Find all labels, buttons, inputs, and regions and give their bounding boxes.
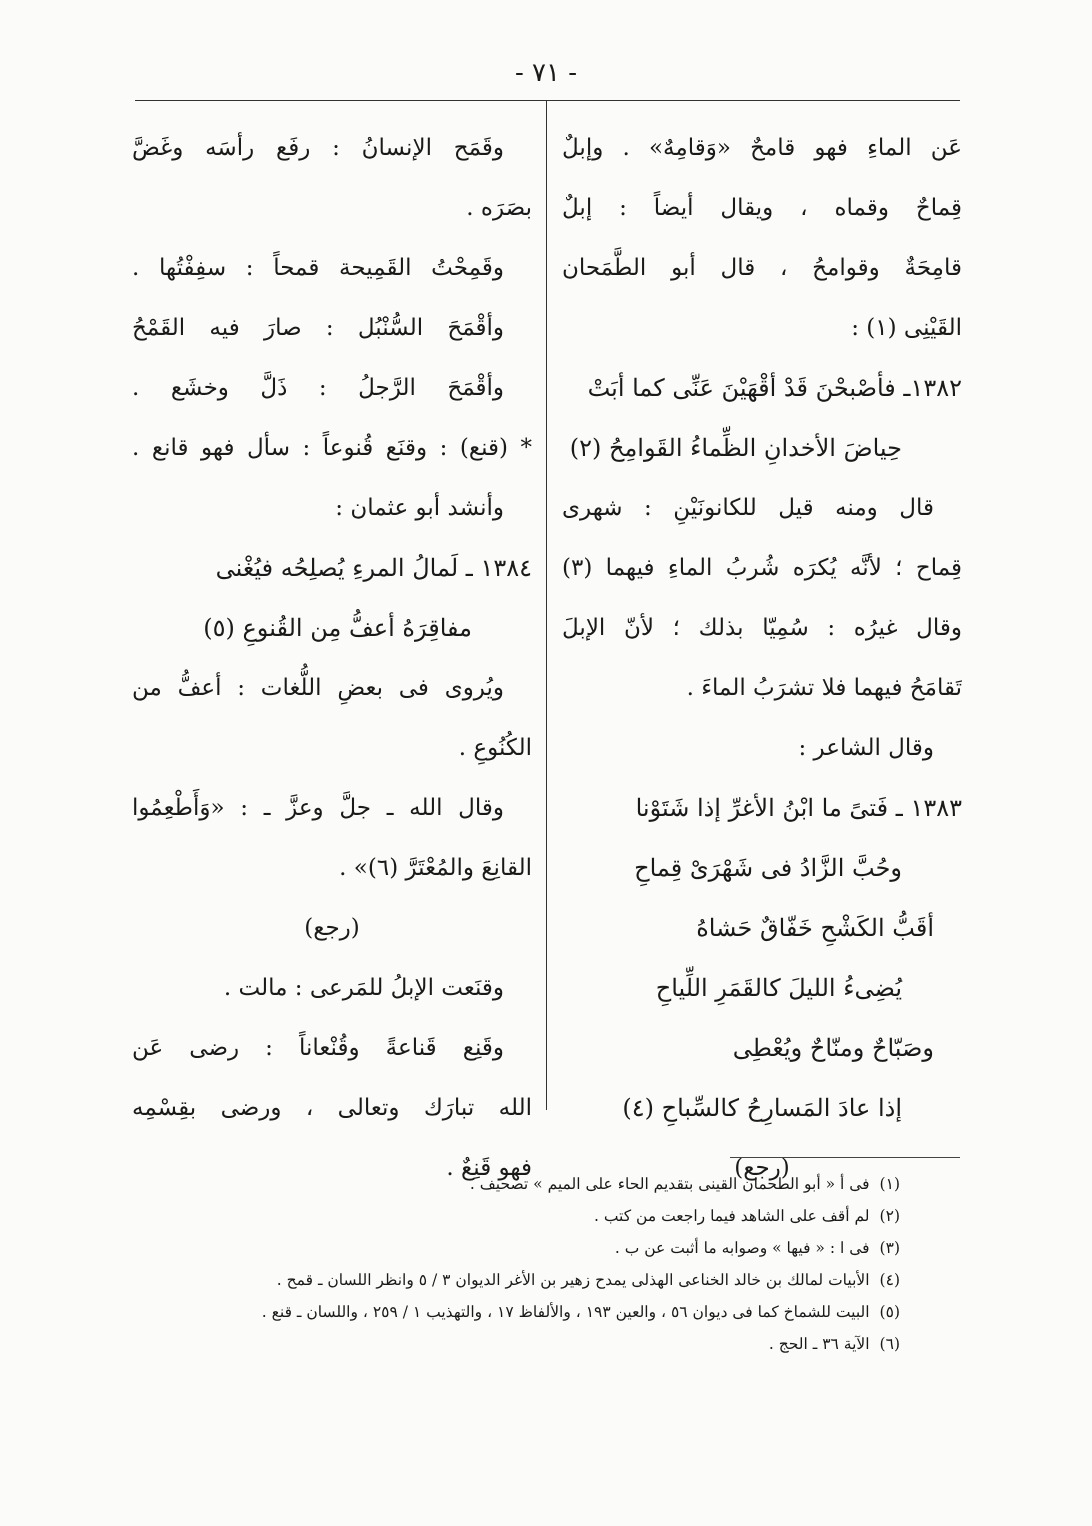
verse-line: يُضِىءُ الليلَ كالقَمَرِ اللِّياحِ bbox=[655, 974, 902, 1002]
right-column bbox=[562, 118, 962, 1198]
text-line: قامِحَةٌ وقوامحُ ، قال أبو الطَّمَحان bbox=[562, 255, 962, 281]
footnote-number: (٢) bbox=[879, 1207, 900, 1225]
text-line: وقال غيرُه : سُمِيّا بذلك ؛ لأنّ الإبلَ bbox=[562, 615, 962, 641]
verse-line: ١٣٨٢ـ فأصْبحْنَ قَدْ أقْهَيْنَ عَنِّى كما أبَتْ bbox=[587, 374, 962, 402]
footnote-number: (٦) bbox=[879, 1335, 900, 1353]
footnote bbox=[120, 1264, 900, 1296]
text-line: وأقْمَحَ الرَّجلُ : ذَلَّ وخشَع . bbox=[132, 375, 504, 401]
text-line: (رجع) bbox=[304, 915, 360, 941]
verse-line: ١٣٨٣ ـ فَتىً ما ابْنُ الأغرِّ إذا شَتَوْنا bbox=[635, 794, 962, 822]
verse-line: وحُبَّ الزَّادُ فى شَهْرَىْ قِماحِ bbox=[634, 854, 902, 882]
text-line: (رجع) bbox=[734, 1155, 790, 1181]
footnote-number: (٣) bbox=[879, 1239, 900, 1257]
text-line: وقَمَح الإنسانُ : رفَع رأسَه وغَضَّ bbox=[132, 135, 504, 161]
footnote bbox=[120, 1168, 900, 1200]
footnote-text: الأبيات لمالك بن خالد الخناعى الهذلى يمدح زهير بن الأغر الديوان ٣ / ٥ وانظر اللسان ـ قمح . bbox=[276, 1271, 870, 1289]
text-line: قِماحٌ وقماه ، ويقال أيضاً : إبلٌ bbox=[562, 195, 962, 221]
footnote-text: الآية ٣٦ ـ الحج . bbox=[768, 1335, 870, 1353]
text-line: وأقْمَحَ السُّنْبُل : صارَ فيه القَمْحُ bbox=[132, 315, 504, 341]
footnote bbox=[120, 1296, 900, 1328]
text-line: وقَمِحْتُ القَمِيحة قمحاً : سفِفْتُها . bbox=[132, 255, 504, 281]
page-number: - ٧١ - bbox=[514, 58, 578, 88]
text-line: وقنَعت الإبلُ للمَرعى : مالت . bbox=[223, 975, 504, 1001]
text-line: القانِعَ والمُعْتَرَّ (٦)» . bbox=[339, 855, 532, 881]
text-line: بصَرَه . bbox=[466, 195, 532, 221]
text-line: ويُروى فى بعضِ اللُّغات : أعفُّ من bbox=[132, 675, 504, 701]
column-divider bbox=[546, 100, 547, 1110]
footnote bbox=[120, 1328, 900, 1360]
text-line: فهو قَنِعٌ . bbox=[446, 1155, 532, 1181]
verse-line: حِياضَ الأخدانِ الظِّماءُ القَوامِحُ (٢) bbox=[569, 434, 902, 462]
text-line: وقال الشاعر : bbox=[798, 735, 934, 761]
text-line: تَقامَحُ فيهما فلا تشرَبُ الماءَ . bbox=[686, 675, 962, 701]
footnote-text: فى أ « أبو الطحمان القينى بتقديم الحاء على الميم » تصحيف . bbox=[469, 1175, 870, 1193]
footnote-text: البيت للشماخ كما فى ديوان ٥٦ ، والعين ١٩٣ ، والألفاظ ١٧ ، والتهذيب ١ / ٢٥٩ ، واللسان ـ قنع . bbox=[261, 1303, 870, 1321]
text-line: القَيْنِى (١) : bbox=[851, 315, 962, 341]
verse-line: وصَبّاحٌ ومنّاحٌ ويُعْطِى bbox=[732, 1034, 934, 1062]
text-line: قِماح ؛ لأنَّه يُكرَه شُربُ الماءِ فيهما (٣) bbox=[562, 555, 962, 581]
verse-line: ١٣٨٤ ـ لَمالُ المرءِ يُصلِحُه فيُغْنى bbox=[215, 554, 532, 582]
text-line: وقال الله ـ جلَّ وعزَّ ـ : «وَأَطْعِمُوا bbox=[132, 795, 504, 821]
text-line: وأنشد أبو عثمان : bbox=[335, 495, 504, 521]
text-line: قال ومنه قيل للكانونَيْنِ : شهرى bbox=[562, 495, 934, 521]
footnotes bbox=[120, 1168, 900, 1360]
text-line: الله تبارَك وتعالى ، ورضى بقِسْمِه bbox=[132, 1095, 532, 1121]
text-line: * (قنع) : وقنَع قُنوعاً : سأل فهو قانع . bbox=[132, 435, 532, 461]
text-line: وقَنِع قَناعةً وقُنْعاناً : رضى عَن bbox=[132, 1035, 504, 1061]
verse-line: أقَبُّ الكَشْحِ خَفّاقٌ حَشاهُ bbox=[696, 914, 934, 942]
footnote-number: (١) bbox=[879, 1175, 900, 1193]
verse-line: إذا عادَ المَسارِحُ كالسِّباحِ (٤) bbox=[622, 1094, 902, 1122]
footnote-rule bbox=[730, 1157, 960, 1158]
header-rule bbox=[135, 100, 960, 101]
footnote-number: (٤) bbox=[879, 1271, 900, 1289]
footnote-number: (٥) bbox=[879, 1303, 900, 1321]
footnote-text: لم أقف على الشاهد فيما راجعت من كتب . bbox=[593, 1207, 870, 1225]
text-line: الكُنُوعِ . bbox=[458, 735, 532, 761]
footnote bbox=[120, 1232, 900, 1264]
footnote-text: فى ا : « فيها » وصوابه ما أثبت عن ب . bbox=[614, 1239, 870, 1257]
text-line: عَن الماءِ فهو قامحٌ «وَقامِهٌ» . وإبلٌ bbox=[562, 135, 962, 161]
left-column bbox=[132, 118, 532, 1198]
footnote bbox=[120, 1200, 900, 1232]
verse-line: مفاقِرَهُ أعفُّ مِن القُنوعِ (٥) bbox=[203, 614, 472, 642]
